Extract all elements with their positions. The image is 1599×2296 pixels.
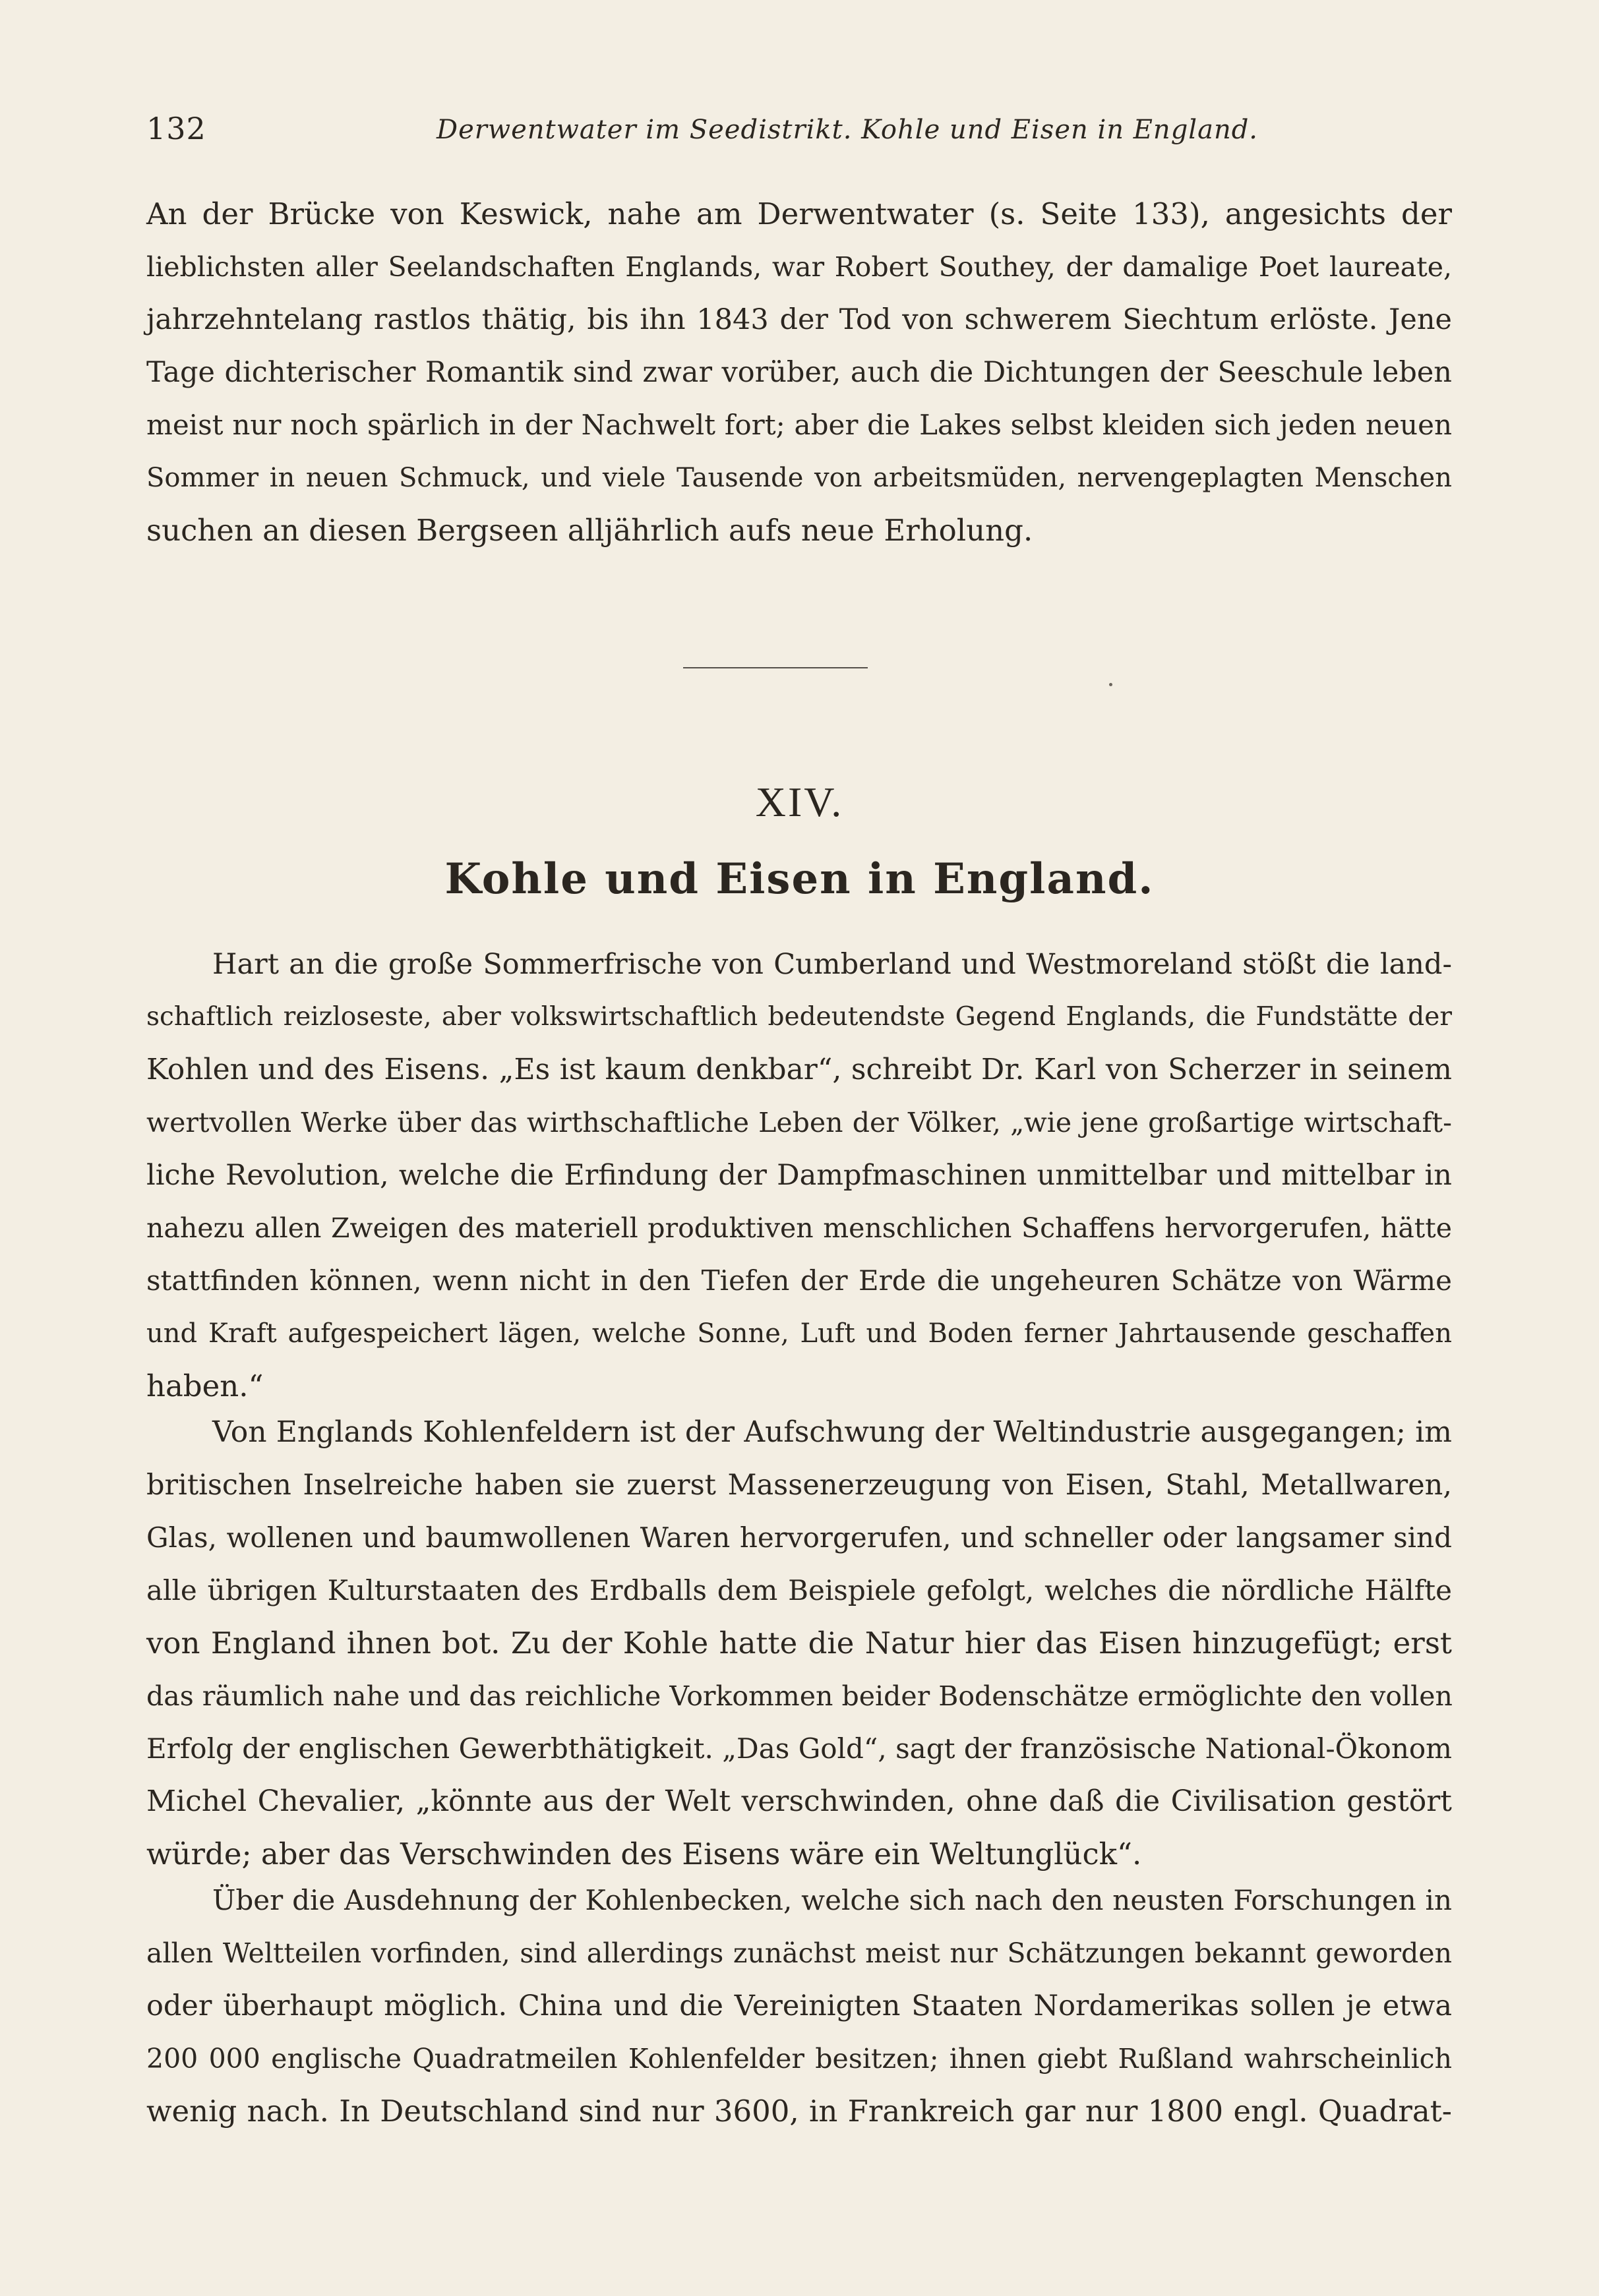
text-line: haben.“: [146, 1369, 264, 1403]
page-number: 132: [146, 111, 206, 146]
text-line: würde; aber das Verschwinden des Eisens wäre ein Weltunglück“.: [146, 1837, 1142, 1871]
text-line: von England ihnen bot. Zu der Kohle hatte die Natur hier das Eisen hinzugefügt; erst: [146, 1626, 1452, 1661]
text-line: Tage dichterischer Romantik sind zwar vorüber, auch die Dichtungen der Seeschule leben: [146, 356, 1452, 389]
text-line: Kohlen und des Eisens. „Es ist kaum denkbar“, schreibt Dr. Karl von Scherzer in seinem: [146, 1053, 1452, 1086]
chapter-number: XIV.: [755, 779, 844, 825]
text-line: Michel Chevalier, „könnte aus der Welt verschwinden, ohne daß die Civilisation gestört: [146, 1784, 1452, 1818]
text-line: nahezu allen Zweigen des materiell produktiven menschlichen Schaffens hervorgerufen, hätte: [146, 1212, 1452, 1244]
text-line: schaftlich reizloseste, aber volkswirtschaftlich bedeutendste Gegend Englands, die Fundstätte der: [146, 1002, 1452, 1032]
text-line: An der Brücke von Keswick, nahe am Derwentwater (s. Seite 133), angesichts der: [146, 196, 1452, 231]
text-line: Über die Ausdehnung der Kohlenbecken, welche sich nach den neusten Forschungen in: [212, 1884, 1452, 1916]
text-line: das räumlich nahe und das reichliche Vorkommen beider Bodenschätze ermöglichte den vollen: [146, 1680, 1453, 1712]
text-line: lieblichsten aller Seelandschaften Englands, war Robert Southey, der damalige Poet laureate,: [146, 251, 1452, 283]
text-line: allen Weltteilen vorfinden, sind allerdings zunächst meist nur Schätzungen bekannt geworden: [146, 1937, 1452, 1969]
page-header: [146, 111, 1452, 150]
text-line: britischen Inselreiche haben sie zuerst Massenerzeugung von Eisen, Stahl, Metallwaren,: [146, 1469, 1452, 1502]
text-line: oder überhaupt möglich. China und die Vereinigten Staaten Nordamerikas sollen je etwa: [146, 1989, 1452, 2022]
text-line: meist nur noch spärlich in der Nachwelt fort; aber die Lakes selbst kleiden sich jeden neuen: [146, 409, 1452, 441]
text-line: liche Revolution, welche die Erfindung der Dampfmaschinen unmittelbar und mittelbar in: [146, 1159, 1452, 1192]
text-line: wenig nach. In Deutschland sind nur 3600, in Frankreich gar nur 1800 engl. Quadrat-: [146, 2094, 1452, 2129]
text-line: und Kraft aufgespeichert lägen, welche Sonne, Luft und Boden ferner Jahrtausende geschaffen: [146, 1318, 1452, 1349]
section-divider: [683, 667, 868, 668]
text-line: Erfolg der englischen Gewerbthätigkeit. „Das Gold“, sagt der französische National-Ökonom: [146, 1732, 1452, 1765]
text-line: Sommer in neuen Schmuck, und viele Tausende von arbeitsmüden, nervengeplagten Menschen: [146, 463, 1452, 493]
text-line: stattfinden können, wenn nicht in den Tiefen der Erde die ungeheuren Schätze von Wärme: [146, 1264, 1452, 1297]
text-line: Glas, wollenen und baumwollenen Waren hervorgerufen, und schneller oder langsamer sind: [146, 1521, 1452, 1554]
text-line: suchen an diesen Bergseen alljährlich aufs neue Erholung.: [146, 513, 1033, 548]
running-head: Derwentwater im Seedistrikt. Kohle und Eisen in England.: [437, 115, 1259, 145]
text-line: 200 000 englische Quadratmeilen Kohlenfelder besitzen; ihnen giebt Rußland wahrscheinlich: [146, 2043, 1452, 2075]
text-line: wertvollen Werke über das wirthschaftliche Leben der Völker, „wie jene großartige wirtschaft-: [146, 1107, 1452, 1138]
ink-speck: [1109, 683, 1112, 686]
text-line: Hart an die große Sommerfrische von Cumberland und Westmoreland stößt die land-: [212, 948, 1452, 981]
text-line: alle übrigen Kulturstaaten des Erdballs dem Beispiele gefolgt, welches die nördliche Hälfte: [146, 1574, 1452, 1606]
text-line: Von Englands Kohlenfeldern ist der Aufschwung der Weltindustrie ausgegangen; im: [212, 1415, 1452, 1449]
chapter-title: Kohle und Eisen in England.: [444, 854, 1155, 904]
text-line: jahrzehntelang rastlos thätig, bis ihn 1843 der Tod von schwerem Siechtum erlöste. Jene: [146, 303, 1452, 336]
